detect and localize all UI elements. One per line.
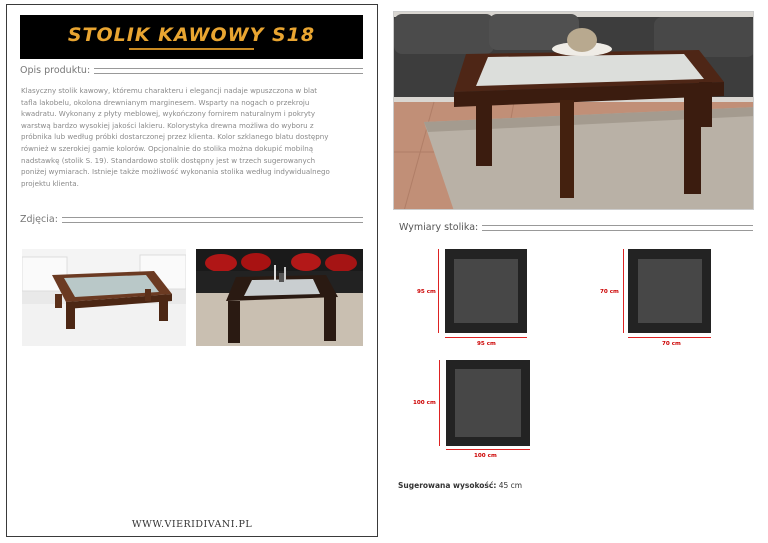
- suggested-height-value: 45 cm: [498, 481, 523, 490]
- photo-table-light-room-image: [22, 249, 186, 346]
- depth-label: 70 cm: [600, 289, 619, 295]
- description-heading: [20, 65, 363, 76]
- heading-rule: [482, 225, 753, 231]
- title-underline: [129, 48, 254, 50]
- product-description: [21, 85, 361, 189]
- table-plan-glass: [454, 259, 518, 323]
- dimensions-heading-text: Wymiary stolika:: [399, 222, 479, 233]
- heading-rule: [94, 68, 363, 74]
- width-measure-line: [445, 337, 527, 338]
- width-measure-line: [446, 449, 530, 450]
- depth-measure-line: [439, 360, 440, 446]
- photos-heading-text: Zdjęcia:: [20, 214, 58, 225]
- desc-line: tafla lakobelu, okolona drewnianym marginesem. Wsparty na nogach o przekroju: [21, 97, 310, 107]
- width-label: 95 cm: [477, 341, 496, 347]
- desc-line: próbnika lub według próbki dostarczonej przez klienta. Kolor szklanego blatu dostępny: [21, 132, 329, 142]
- heading-rule: [62, 217, 363, 223]
- photos-heading: [20, 214, 363, 225]
- depth-label: 100 cm: [413, 400, 436, 406]
- suggested-height-label: Sugerowana wysokość:: [398, 481, 497, 490]
- left-page: [6, 4, 378, 537]
- suggested-height: [398, 481, 522, 490]
- photo-table-red-sofa-image: [196, 249, 363, 346]
- desc-line: poniżej wymiarach. Istnieje także możliwość wykonania stolika według indywidualnego: [21, 167, 330, 177]
- description-heading-text: Opis produktu:: [20, 65, 91, 76]
- desc-line: projektu klienta.: [21, 178, 79, 188]
- title-banner: [20, 15, 363, 59]
- hero-photo-image: [394, 12, 754, 210]
- dimensions-heading: [399, 222, 753, 233]
- desc-line: Klasyczny stolik kawowy, któremu charakteru i elegancji nadaje wpuszczona w blat: [21, 86, 318, 95]
- hero-photo: [393, 11, 754, 210]
- photo-table-light-room: [22, 249, 186, 346]
- desc-line: warstwą bardzo wysokiej jakości lakieru. Kolorystyka drewna możliwa do wyboru z: [21, 120, 314, 130]
- product-title: STOLIK KAWOWY S18: [67, 24, 316, 46]
- desc-line: nadstawkę (stolik S. 19). Standardowo stolik dostępny jest w trzech sugerowanych: [21, 155, 316, 165]
- table-plan-glass: [455, 369, 521, 437]
- width-label: 100 cm: [474, 453, 497, 459]
- width-measure-line: [628, 337, 711, 338]
- table-plan-glass: [638, 259, 702, 323]
- desc-line: również w szerokiej gamie kolorów. Opcjonalnie do stolika można dokupić mobilną: [21, 143, 314, 153]
- desc-line: kwadratu. Wykonany z płyty meblowej, wykończony fornirem naturalnym i pokryty: [21, 109, 316, 119]
- depth-measure-line: [623, 249, 624, 333]
- width-label: 70 cm: [662, 341, 681, 347]
- depth-measure-line: [438, 249, 439, 333]
- footer-url[interactable]: WWW.VIERIDIVANI.PL: [131, 519, 253, 530]
- photo-table-red-sofa: [196, 249, 363, 346]
- depth-label: 95 cm: [417, 289, 436, 295]
